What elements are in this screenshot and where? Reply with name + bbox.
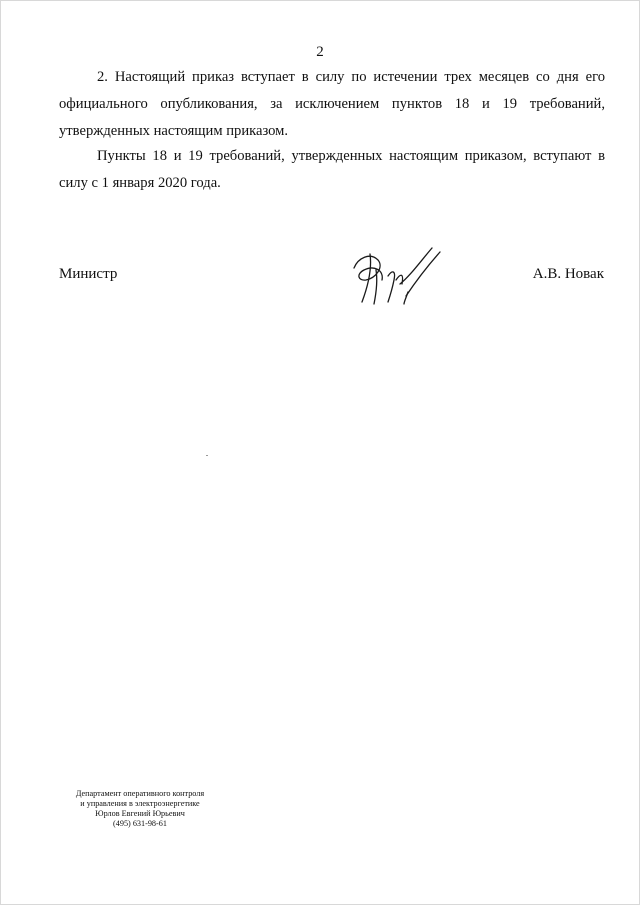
paragraph-2: [59, 143, 605, 197]
scan-speck: [206, 455, 208, 456]
page-number: 2: [316, 44, 324, 60]
paragraph-1-text: 2. Настоящий приказ вступает в силу по истечении трех месяцев со дня его официального опубликования, за исключением пунктов 18 и 19 требований, утвержденных настоящим приказом.: [59, 69, 605, 139]
paragraph-2-text: Пункты 18 и 19 требований, утвержденных настоящим приказом, вступают в силу с 1 января 2020 года.: [59, 148, 605, 191]
signer-name: А.В. Новак: [532, 266, 604, 282]
footer-contact: [60, 789, 220, 829]
footer-line-person: Юрлов Евгений Юрьевич: [95, 809, 185, 818]
footer-line-phone: (495) 631-98-61: [113, 819, 167, 828]
position-title: Министр: [59, 266, 118, 282]
footer-line-department: Департамент оперативного контроля: [75, 789, 205, 798]
handwritten-signature: [348, 240, 448, 310]
footer-line-division: и управления в электроэнергетике: [80, 799, 200, 808]
paragraph-1: [59, 64, 605, 145]
